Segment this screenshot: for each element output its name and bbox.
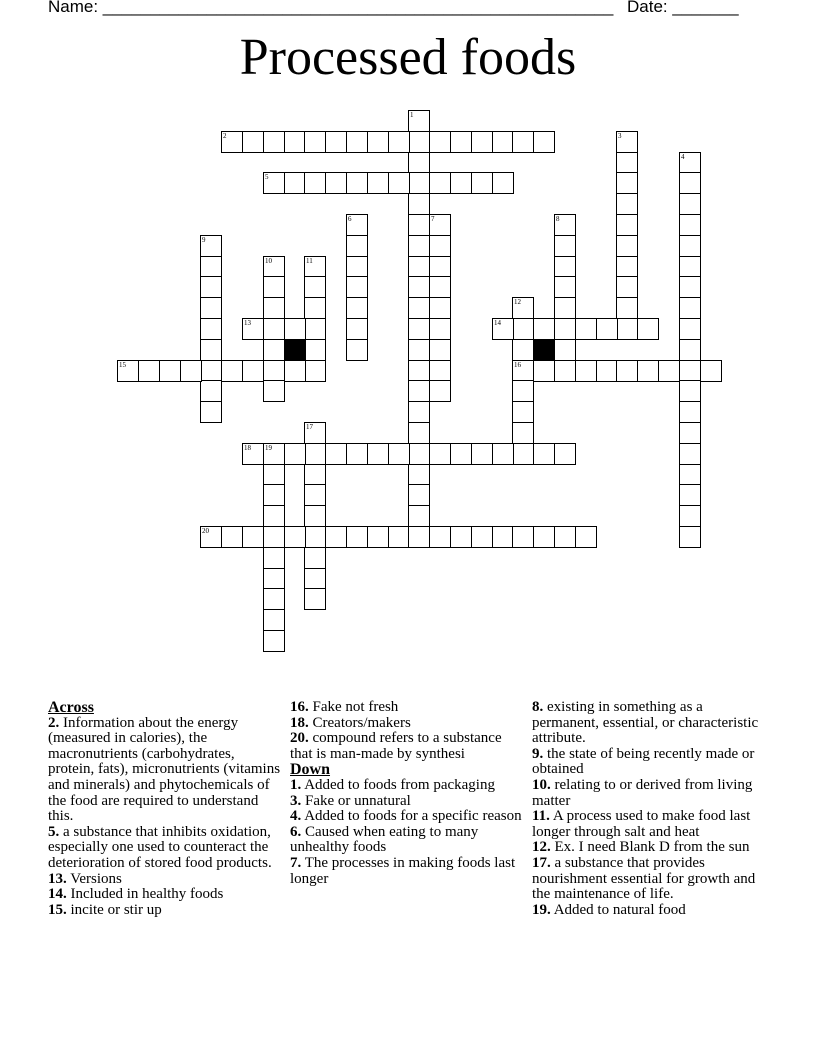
grid-cell[interactable] [554,276,576,298]
grid-cell[interactable] [450,131,472,153]
grid-cell[interactable] [263,630,285,652]
grid-cell[interactable] [263,484,285,506]
clue-down-19: 19. Added to natural food [532,901,686,918]
clue-across-18: 18. Creators/makers [290,714,411,731]
grid-cell[interactable] [408,318,430,340]
clue-down-9: 9. the state of being recently made or obtained [532,745,755,778]
grid-cell[interactable] [200,339,222,361]
grid-cell[interactable] [554,318,576,340]
clue-number: 8 [556,215,560,223]
grid-cell[interactable] [263,172,285,194]
grid-cell[interactable] [221,526,243,548]
grid-cell[interactable] [679,297,701,319]
grid-cell[interactable] [616,152,638,174]
grid-cell[interactable] [533,526,555,548]
grid-cell[interactable] [263,568,285,590]
grid-cell[interactable] [616,172,638,194]
clue-number: 7 [431,215,435,223]
grid-cell[interactable] [263,505,285,527]
grid-cell[interactable] [596,318,618,340]
grid-cell[interactable] [471,526,493,548]
grid-cell[interactable] [408,484,430,506]
black-block [533,339,555,361]
grid-cell[interactable] [304,568,326,590]
grid-cell[interactable] [450,443,472,465]
grid-cell[interactable] [367,131,389,153]
clue-number: 20 [202,527,209,535]
grid-cell[interactable] [471,131,493,153]
grid-cell[interactable] [679,172,701,194]
grid-cell[interactable] [263,380,285,402]
grid-cell[interactable] [512,360,534,382]
grid-cell[interactable] [512,380,534,402]
grid-cell[interactable] [346,256,368,278]
clue-down-7: 7. The processes in making foods last longer [290,854,516,887]
grid-cell[interactable] [408,235,430,257]
grid-cell[interactable] [429,297,451,319]
grid-cell[interactable] [284,526,306,548]
grid-cell[interactable] [346,214,368,236]
grid-cell[interactable] [679,443,701,465]
grid-cell[interactable] [679,401,701,423]
grid-cell[interactable] [263,609,285,631]
grid-cell[interactable] [596,360,618,382]
grid-cell[interactable] [512,318,534,340]
grid-cell[interactable] [304,172,326,194]
grid-cell[interactable] [200,401,222,423]
grid-cell[interactable] [263,588,285,610]
grid-cell[interactable] [408,443,430,465]
grid-cell[interactable] [221,360,243,382]
grid-cell[interactable] [304,547,326,569]
grid-cell[interactable] [304,505,326,527]
grid-cell[interactable] [679,214,701,236]
page-title: Processed foods [239,29,577,86]
grid-cell[interactable] [616,297,638,319]
grid-cell[interactable] [200,526,222,548]
grid-cell[interactable] [304,276,326,298]
clue-number: 14 [494,319,501,327]
grid-cell[interactable] [408,464,430,486]
clue-number: 12 [514,298,521,306]
grid-cell[interactable] [679,152,701,174]
clue-number: 6 [348,215,352,223]
grid-cell[interactable] [284,443,306,465]
clue-down-3: 3. Fake or unnatural [290,792,411,809]
grid-cell[interactable] [554,235,576,257]
clue-column-1 [48,700,282,918]
grid-cell[interactable] [554,339,576,361]
grid-cell[interactable] [533,131,555,153]
clue-across-14: 14. Included in healthy foods [48,886,224,903]
grid-cell[interactable] [512,297,534,319]
grid-cell[interactable] [388,443,410,465]
grid-cell[interactable] [700,360,722,382]
grid-cell[interactable] [408,339,430,361]
grid-cell[interactable] [429,172,451,194]
clue-across-2: 2. Information about the energy (measured in calories), the macronutrients (carbohydrates, protein, fats), micronutrients (vitamins and minerals) and phytochemicals of the food are required to understand this. [48,714,281,825]
clue-down-17: 17. a substance that provides nourishment essential for growth and the maintenance of life. [532,854,756,903]
grid-cell[interactable] [200,256,222,278]
grid-cell[interactable] [533,318,555,340]
grid-cell[interactable] [200,235,222,257]
grid-cell[interactable] [263,297,285,319]
grid-cell[interactable] [200,318,222,340]
grid-cell[interactable] [429,235,451,257]
grid-cell[interactable] [408,110,430,132]
grid-cell[interactable] [679,276,701,298]
grid-cell[interactable] [284,172,306,194]
grid-cell[interactable] [304,318,326,340]
clue-number: 13 [244,319,251,327]
grid-cell[interactable] [325,172,347,194]
grid-cell[interactable] [679,484,701,506]
clue-across-5: 5. a substance that inhibits oxidation, especially one used to counteract the deterioration of stored food products. [48,823,272,871]
grid-cell[interactable] [346,318,368,340]
grid-cell[interactable] [346,526,368,548]
grid-cell[interactable] [408,380,430,402]
grid-cell[interactable] [304,339,326,361]
grid-cell[interactable] [408,297,430,319]
grid-cell[interactable] [616,256,638,278]
grid-cell[interactable] [242,526,264,548]
grid-cell[interactable] [408,401,430,423]
grid-cell[interactable] [304,297,326,319]
clue-number: 11 [306,257,313,265]
grid-cell[interactable] [263,276,285,298]
clue-column-3 [532,700,766,918]
grid-cell[interactable] [263,256,285,278]
clue-number: 18 [244,444,251,452]
grid-cell[interactable] [200,276,222,298]
clue-down-12: 12. Ex. I need Blank D from the sun [532,839,750,856]
clue-down-11: 11. A process used to make food last longer through salt and heat [532,808,751,840]
grid-cell[interactable] [284,318,306,340]
grid-cell[interactable] [346,443,368,465]
grid-cell[interactable] [346,339,368,361]
grid-cell[interactable] [346,172,368,194]
grid-cell[interactable] [408,172,430,194]
grid-cell[interactable] [325,131,347,153]
grid-cell[interactable] [492,526,514,548]
grid-cell[interactable] [388,172,410,194]
grid-cell[interactable] [263,443,285,465]
grid-cell[interactable] [575,526,597,548]
grid-cell[interactable] [554,256,576,278]
grid-cell[interactable] [408,360,430,382]
grid-cell[interactable] [512,526,534,548]
clue-number: 1 [410,111,414,119]
grid-cell[interactable] [616,235,638,257]
clue-down-4: 4. Added to foods for a specific reason [290,808,522,825]
grid-cell[interactable] [679,193,701,215]
grid-cell[interactable] [325,443,347,465]
grid-cell[interactable] [263,318,285,340]
grid-cell[interactable] [679,339,701,361]
grid-cell[interactable] [554,360,576,382]
grid-cell[interactable] [263,547,285,569]
clue-number: 15 [119,361,126,369]
grid-cell[interactable] [117,360,139,382]
grid-cell[interactable] [138,360,160,382]
grid-cell[interactable] [200,360,222,382]
clue-down-1: 1. Added to foods from packaging [290,776,495,793]
grid-cell[interactable] [679,318,701,340]
grid-cell[interactable] [388,526,410,548]
grid-cell[interactable] [429,339,451,361]
grid-cell[interactable] [304,464,326,486]
clue-down-8: 8. existing in something as a permanent, essential, or characteristic attribute. [532,699,759,747]
grid-cell[interactable] [554,297,576,319]
grid-cell[interactable] [159,360,181,382]
grid-cell[interactable] [408,214,430,236]
grid-cell[interactable] [304,443,326,465]
clue-across-15: 15. incite or stir up [48,901,162,918]
grid-cell[interactable] [408,256,430,278]
clue-number: 2 [223,132,227,140]
grid-cell[interactable] [533,443,555,465]
grid-cell[interactable] [408,276,430,298]
grid-cell[interactable] [575,360,597,382]
black-block [284,339,306,361]
grid-cell[interactable] [492,172,514,194]
grid-cell[interactable] [471,172,493,194]
grid-cell[interactable] [679,505,701,527]
grid-cell[interactable] [512,401,534,423]
grid-cell[interactable] [180,360,202,382]
grid-cell[interactable] [616,360,638,382]
grid-cell[interactable] [616,276,638,298]
clue-number: 10 [265,257,272,265]
grid-cell[interactable] [408,131,430,153]
grid-cell[interactable] [429,214,451,236]
across-heading: Across [48,699,94,716]
grid-cell[interactable] [346,131,368,153]
grid-cell[interactable] [679,464,701,486]
clue-number: 19 [265,444,272,452]
grid-cell[interactable] [304,588,326,610]
grid-cell[interactable] [346,235,368,257]
grid-cell[interactable] [554,526,576,548]
grid-cell[interactable] [512,131,534,153]
grid-cell[interactable] [408,505,430,527]
clue-number: 17 [306,423,313,431]
grid-cell[interactable] [367,172,389,194]
grid-cell[interactable] [263,339,285,361]
grid-cell[interactable] [533,360,555,382]
clue-number: 16 [514,361,521,369]
grid-cell[interactable] [658,360,680,382]
grid-cell[interactable] [554,214,576,236]
grid-cell[interactable] [429,380,451,402]
grid-cell[interactable] [429,360,451,382]
clue-across-16: 16. Fake not fresh [290,699,399,715]
grid-cell[interactable] [450,172,472,194]
date-field-label: Date: _______ [627,0,739,16]
grid-cell[interactable] [367,443,389,465]
clue-across-20: 20. compound refers to a substance that is man-made by synthesi [290,730,502,762]
grid-cell[interactable] [637,360,659,382]
down-heading: Down [290,761,331,779]
grid-cell[interactable] [616,214,638,236]
grid-cell[interactable] [408,526,430,548]
clue-column-2 [290,700,524,887]
grid-cell[interactable] [512,339,534,361]
grid-cell[interactable] [263,464,285,486]
grid-cell[interactable] [492,131,514,153]
grid-cell[interactable] [263,360,285,382]
grid-cell[interactable] [512,422,534,444]
grid-cell[interactable] [304,360,326,382]
grid-cell[interactable] [388,131,410,153]
grid-cell[interactable] [679,360,701,382]
grid-cell[interactable] [637,318,659,340]
grid-cell[interactable] [408,152,430,174]
grid-cell[interactable] [616,318,638,340]
grid-cell[interactable] [408,193,430,215]
grid-cell[interactable] [346,297,368,319]
grid-cell[interactable] [304,131,326,153]
grid-cell[interactable] [512,443,534,465]
grid-cell[interactable] [200,380,222,402]
grid-cell[interactable] [346,276,368,298]
grid-cell[interactable] [471,443,493,465]
grid-cell[interactable] [263,131,285,153]
grid-cell[interactable] [679,256,701,278]
grid-cell[interactable] [616,131,638,153]
grid-cell[interactable] [304,526,326,548]
grid-cell[interactable] [616,193,638,215]
grid-cell[interactable] [367,526,389,548]
clue-down-6: 6. Caused when eating to many unhealthy foods [290,823,479,856]
clue-number: 4 [681,153,685,161]
grid-cell[interactable] [242,360,264,382]
grid-cell[interactable] [284,131,306,153]
clue-number: 3 [618,132,622,140]
grid-cell[interactable] [492,443,514,465]
grid-cell[interactable] [325,526,347,548]
grid-cell[interactable] [554,443,576,465]
grid-cell[interactable] [221,131,243,153]
grid-cell[interactable] [575,318,597,340]
grid-cell[interactable] [429,256,451,278]
grid-cell[interactable] [408,422,430,444]
grid-cell[interactable] [304,422,326,444]
clue-down-10: 10. relating to or derived from living matter [532,776,753,809]
grid-cell[interactable] [679,380,701,402]
name-field-label: Name: ______________________________________________________ [48,0,614,16]
grid-cell[interactable] [429,276,451,298]
grid-cell[interactable] [284,360,306,382]
grid-cell[interactable] [242,443,264,465]
grid-cell[interactable] [679,422,701,444]
grid-cell[interactable] [200,297,222,319]
grid-cell[interactable] [492,318,514,340]
grid-cell[interactable] [242,318,264,340]
clue-number: 9 [202,236,206,244]
grid-cell[interactable] [263,526,285,548]
grid-cell[interactable] [429,318,451,340]
grid-cell[interactable] [679,526,701,548]
grid-cell[interactable] [679,235,701,257]
grid-cell[interactable] [304,484,326,506]
grid-cell[interactable] [429,443,451,465]
grid-cell[interactable] [429,526,451,548]
grid-cell[interactable] [242,131,264,153]
grid-cell[interactable] [304,256,326,278]
grid-cell[interactable] [429,131,451,153]
clue-number: 5 [265,173,269,181]
clue-across-13: 13. Versions [48,870,122,887]
grid-cell[interactable] [450,526,472,548]
